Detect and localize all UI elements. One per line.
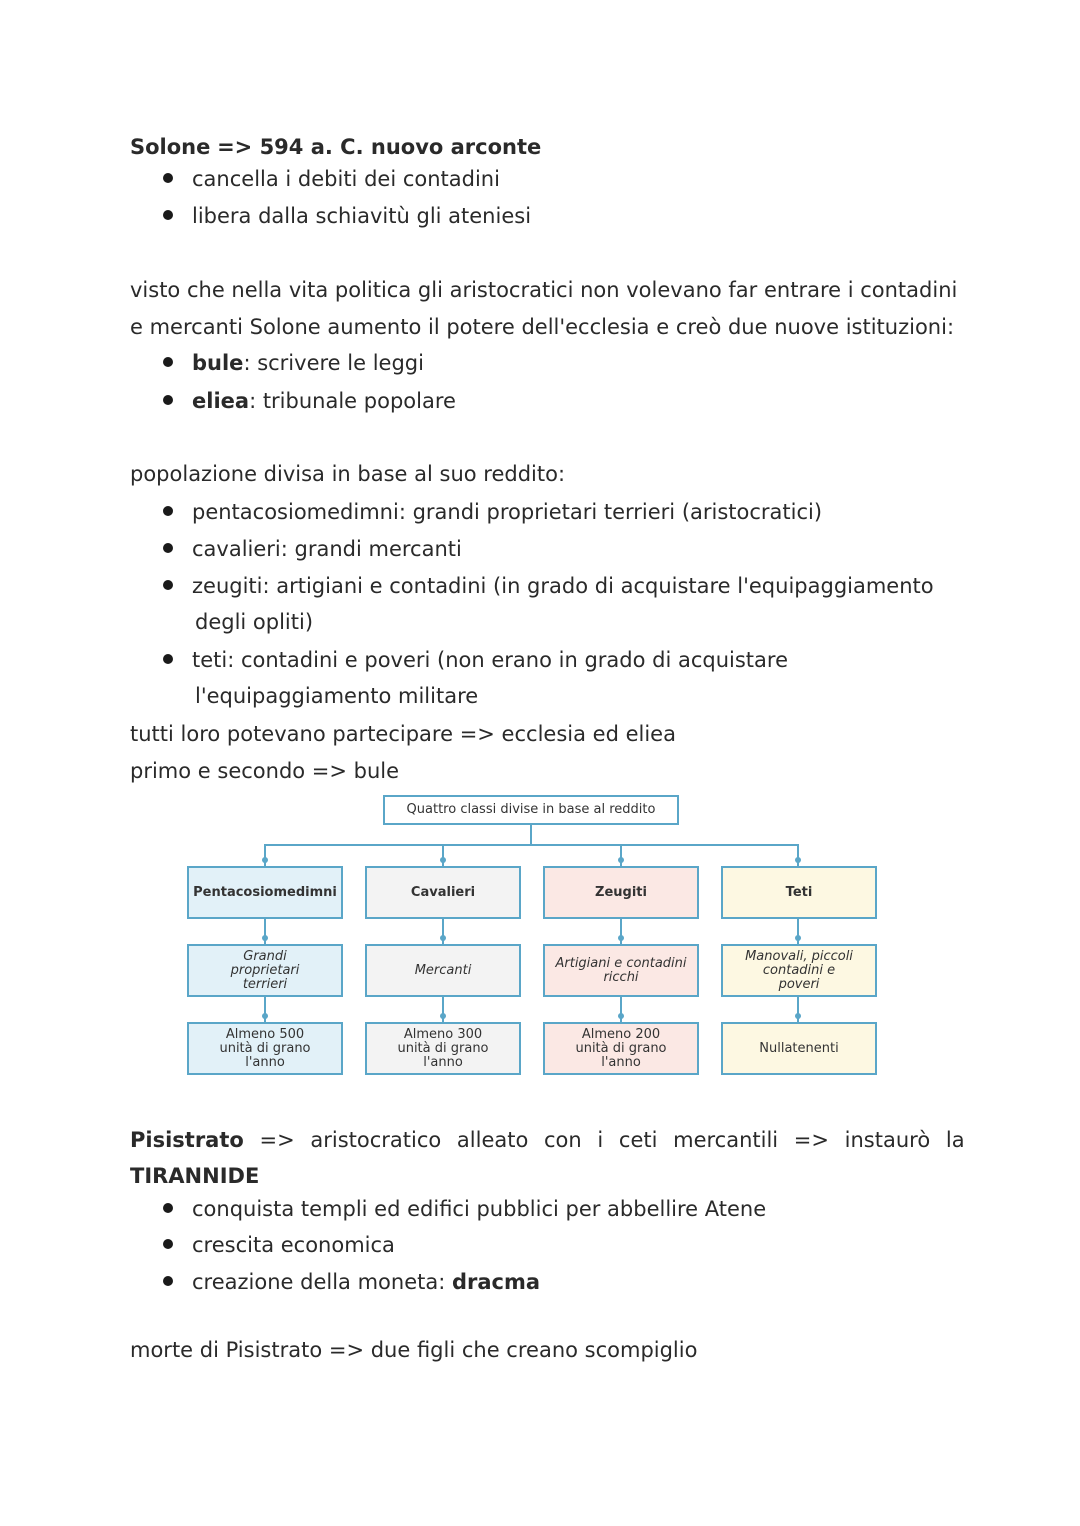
connector-knob [795,935,801,941]
solone-date: => 594 a. C. nuovo arconte [217,135,542,159]
bullet-icon [163,654,173,664]
class-desc-box: Manovali, piccoli contadini e poveri [721,944,877,997]
paragraph-line: primo e secondo => bule [130,759,400,783]
class-desc-box: Grandi proprietari terrieri [187,944,343,997]
bullet-icon [163,395,173,405]
list-item: zeugiti: artigiani e contadini (in grado di acquistare l'equipaggiamento [163,573,934,599]
bullet-icon [163,173,173,183]
connector-knob [440,1013,446,1019]
bullet-icon [163,357,173,367]
list-item: crescita economica [163,1232,395,1258]
bullet-icon [163,506,173,516]
list-item: cancella i debiti dei contadini [163,166,500,192]
list-item: cavalieri: grandi mercanti [163,536,462,562]
bullet-icon [163,580,173,590]
class-wealth-box: Almeno 200 unità di grano l'anno [543,1022,699,1075]
connector-knob [795,1013,801,1019]
connector-knob [618,935,624,941]
list-item: libera dalla schiavitù gli ateniesi [163,203,531,229]
class-wealth-box: Almeno 500 unità di grano l'anno [187,1022,343,1075]
connector-knob [262,1013,268,1019]
class-name-box: Zeugiti [543,866,699,919]
connector-knob [440,935,446,941]
connector-knob [795,857,801,863]
diagram-title: Quattro classi divise in base al reddito [383,795,679,825]
paragraph-line: e mercanti Solone aumento il potere dell'ecclesia e creò due nuove istituzioni: [130,315,955,339]
connector [264,844,799,846]
class-wealth-box: Almeno 300 unità di grano l'anno [365,1022,521,1075]
connector-knob [618,1013,624,1019]
class-desc-box: Artigiani e contadini ricchi [543,944,699,997]
bullet-icon [163,543,173,553]
paragraph-line: popolazione divisa in base al suo reddito: [130,462,566,486]
paragraph-line: tutti loro potevano partecipare => ecclesia ed eliea [130,722,676,746]
list-item: conquista templi ed edifici pubblici per abbellire Atene [163,1196,766,1222]
paragraph-line: visto che nella vita politica gli aristocratici non volevano far entrare i contadini [130,278,958,302]
connector-knob [440,857,446,863]
connector-knob [262,935,268,941]
class-name-box: Cavalieri [365,866,521,919]
list-item-continued: degli opliti) [195,610,314,634]
solone-heading [130,134,541,160]
bullet-icon [163,1239,173,1249]
connector [530,825,532,845]
list-item: teti: contadini e poveri (non erano in grado di acquistare [163,647,788,673]
class-name-box: Pentacosiomedimni [187,866,343,919]
class-name-box: Teti [721,866,877,919]
list-item-continued: l'equipaggiamento militare [195,684,479,708]
list-item: pentacosiomedimni: grandi proprietari terrieri (aristocratici) [163,499,822,525]
connector-knob [262,857,268,863]
class-wealth-box: Nullatenenti [721,1022,877,1075]
bullet-icon [163,1203,173,1213]
bullet-icon [163,210,173,220]
pisistrato-name: Pisistrato [130,1128,244,1152]
list-item: eliea: tribunale popolare [163,388,456,414]
pisistrato-tirannide: TIRANNIDE [130,1164,260,1188]
paragraph-line: morte di Pisistrato => due figli che creano scompiglio [130,1338,698,1362]
solone-name: Solone [130,135,211,159]
class-desc-box: Mercanti [365,944,521,997]
connector-knob [618,857,624,863]
bullet-icon [163,1276,173,1286]
list-item: bule: scrivere le leggi [163,350,424,376]
pisistrato-heading: Pisistrato => aristocratico alleato con i ceti mercantili => instaurò la [130,1128,965,1152]
list-item: creazione della moneta: dracma [163,1269,540,1295]
